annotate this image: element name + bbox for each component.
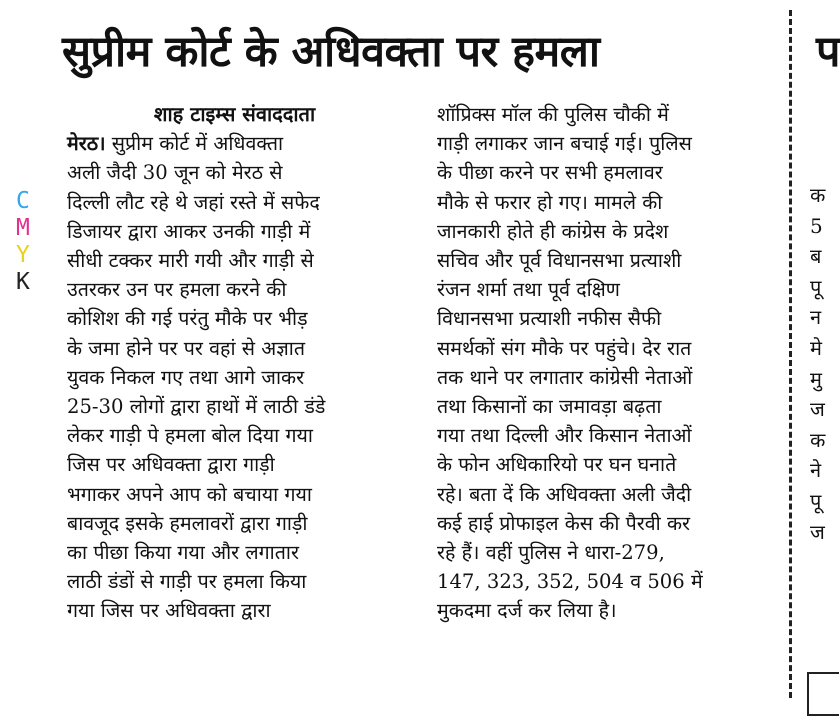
column2-line: गया तथा दिल्ली और किसान नेताओं	[437, 424, 692, 448]
column1-line: अली जैदी 30 जून को मेरठ से	[67, 161, 283, 185]
column1-body	[67, 158, 402, 625]
column2-line: समर्थकों संग मौके पर पहुंचे। देर रात	[437, 336, 692, 360]
next-column-line: मे	[810, 335, 822, 360]
next-article-column	[810, 180, 828, 547]
column2-body	[437, 100, 777, 626]
column2-line: जानकारी होते ही कांग्रेस के प्रदेश	[437, 219, 669, 243]
column1-line: डिजायर द्वारा आकर उनकी गाड़ी में	[67, 219, 311, 243]
article-column-1	[67, 100, 402, 626]
column1-line: लेकर गाड़ी पे हमला बोल दिया गया	[67, 424, 313, 448]
next-column-line: क	[810, 183, 826, 207]
column2-line: विधानसभा प्रत्याशी नफीस सैफी	[437, 307, 662, 331]
next-column-line: पू	[810, 488, 822, 513]
next-column-line: 5	[810, 213, 823, 238]
next-column-line: ब	[810, 244, 822, 269]
next-column-line: ने	[810, 458, 822, 483]
column1-line: कोशिश की गई परंतु मौके पर भीड़	[67, 307, 308, 331]
cmyk-mark-c: C	[16, 188, 30, 214]
cmyk-mark-m: M	[16, 215, 30, 241]
column1-line: बावजूद इसके हमलावरों द्वारा गाड़ी	[67, 511, 308, 535]
column1-line: दिल्ली लौट रहे थे जहां रस्ते में सफेद	[67, 190, 320, 214]
article-column-2	[437, 100, 777, 626]
column1-line: सुप्रीम कोर्ट में अधिवक्ता	[111, 132, 284, 156]
column2-line: रंजन शर्मा तथा पूर्व दक्षिण	[437, 278, 620, 302]
column2-line: 147, 323, 352, 504 व 506 में	[437, 570, 703, 594]
next-article-headline-fragment: प	[816, 27, 840, 77]
article-headline: सुप्रीम कोर्ट के अधिवक्ता पर हमला	[62, 27, 600, 77]
column2-line: के फोन अधिकारियो पर घन घनाते	[437, 453, 677, 477]
column1-line: उतरकर उन पर हमला करने की	[67, 278, 287, 302]
column2-line: रहे हैं। वहीं पुलिस ने धारा-279,	[437, 541, 665, 565]
column2-line: मुकदमा दर्ज कर लिया है।	[437, 599, 617, 623]
column-divider	[789, 10, 792, 698]
cmyk-registration-marks	[16, 188, 30, 296]
next-article-box-border	[807, 672, 839, 716]
next-column-line: मु	[810, 366, 822, 391]
cmyk-mark-y: Y	[16, 242, 30, 268]
column2-line: के पीछा करने पर सभी हमलावर	[437, 161, 663, 185]
column1-line: सीधी टक्कर मारी गयी और गाड़ी से	[67, 249, 314, 273]
column1-line: गया जिस पर अधिवक्ता द्वारा	[67, 599, 271, 623]
column1-line-first	[67, 129, 402, 158]
next-column-line: न	[810, 305, 822, 330]
byline: शाह टाइम्स संवाददाता	[153, 102, 316, 126]
next-column-line: ज	[810, 519, 825, 544]
column1-line: भगाकर अपने आप को बचाया गया	[67, 482, 312, 506]
column1-line: लाठी डंडों से गाड़ी पर हमला किया	[67, 570, 307, 594]
column2-line: गाड़ी लगाकर जान बचाई गई। पुलिस	[437, 132, 692, 156]
column1-line: का पीछा किया गया और लगातार	[67, 541, 300, 565]
column2-line: तक थाने पर लगातार कांग्रेसी नेताओं	[437, 365, 693, 389]
column2-line: रहे। बता दें कि अधिवक्ता अली जैदी	[437, 482, 692, 506]
column1-line: युवक निकल गए तथा आगे जाकर	[67, 365, 305, 389]
next-column-line: ज	[810, 397, 825, 422]
column1-line: 25-30 लोगों द्वारा हाथों में लाठी डंडे	[67, 395, 326, 419]
column1-line: के जमा होने पर पर वहां से अज्ञात	[67, 336, 306, 360]
column2-line: शॉप्रिक्स मॉल की पुलिस चौकी में	[437, 103, 669, 126]
column2-line: तथा किसानों का जमावड़ा बढ़ता	[437, 395, 662, 419]
cmyk-mark-k: K	[16, 269, 30, 295]
column2-line: कई हाई प्रोफाइल केस की पैरवी कर	[437, 511, 691, 535]
column1-line: जिस पर अधिवक्ता द्वारा गाड़ी	[67, 453, 275, 477]
column2-line: सचिव और पूर्व विधानसभा प्रत्याशी	[437, 249, 682, 273]
next-column-line: पू	[810, 274, 822, 299]
column2-line: मौके से फरार हो गए। मामले की	[437, 190, 663, 214]
next-column-line: क	[810, 427, 826, 452]
dateline: मेरठ।	[67, 132, 106, 156]
